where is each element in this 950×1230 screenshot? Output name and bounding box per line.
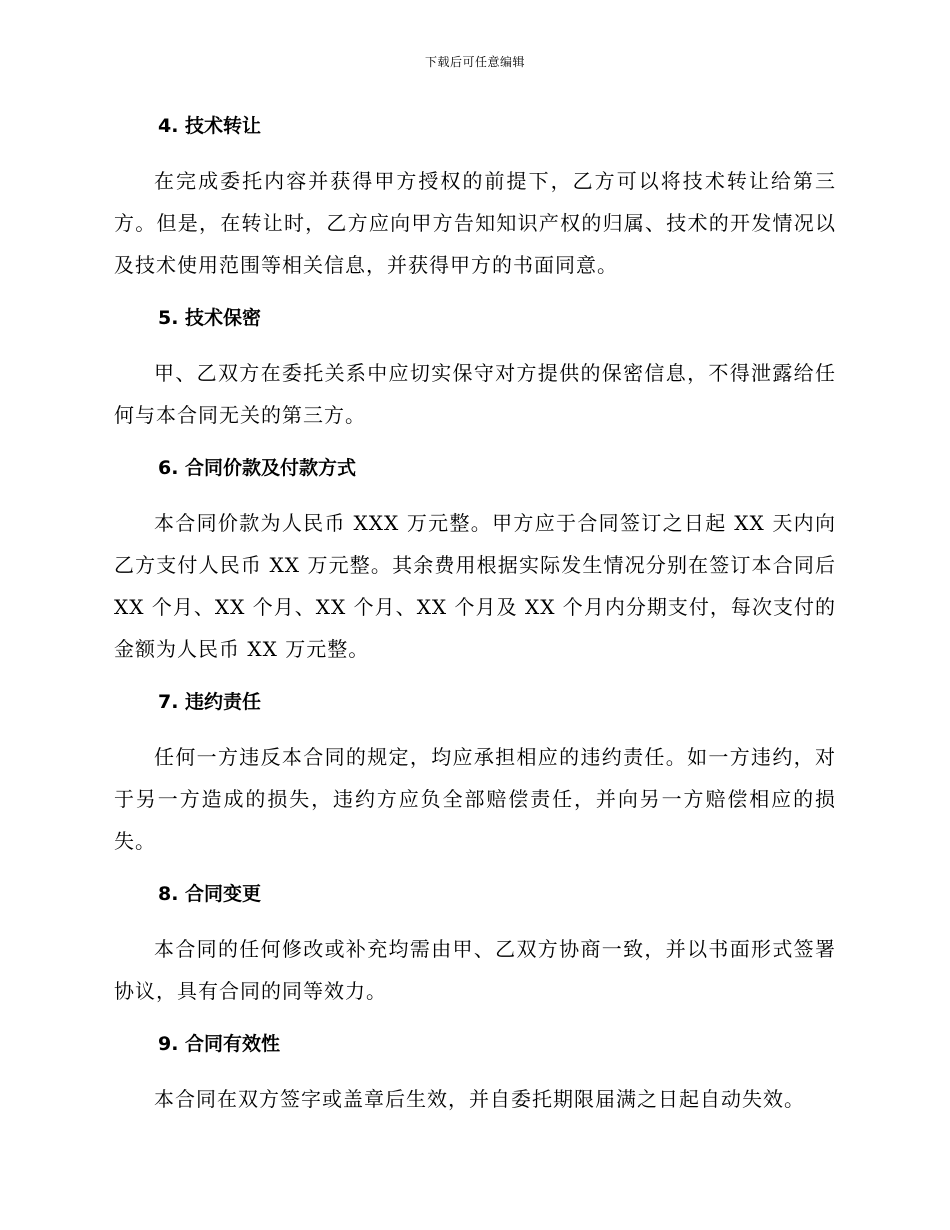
section-heading: 5. 技术保密 [158,307,262,329]
section-contract-change [114,878,836,1012]
header-note: 下载后可任意编辑 [424,55,525,69]
section-paragraph: 在完成委托内容并获得甲方授权的前提下，乙方可以将技术转让给第三方。但是，在转让时，乙方应向甲方告知知识产权的归属、技术的开发情况以及技术使用范围等相关信息，并获得甲方的书面同意。 [114,169,836,277]
section-heading: 7. 违约责任 [158,691,262,713]
section-technology-transfer [114,110,836,286]
section-paragraph: 任何一方违反本合同的规定，均应承担相应的违约责任。如一方违约，对于另一方造成的损失，违约方应负全部赔偿责任，并向另一方赔偿相应的损失。 [114,745,836,853]
section-paragraph: 本合同的任何修改或补充均需由甲、乙双方协商一致，并以书面形式签署协议，具有合同的同等效力。 [114,937,836,1003]
section-technology-confidentiality [114,302,836,436]
section-paragraph: 本合同在双方签字或盖章后生效，并自委托期限届满之日起自动失效。 [154,1087,805,1111]
section-breach-liability [114,686,836,862]
section-heading: 8. 合同变更 [158,883,262,905]
section-contract-price-payment [114,452,836,670]
document-body [114,110,836,1136]
section-contract-validity [114,1028,836,1120]
section-heading: 4. 技术转让 [158,115,262,137]
section-paragraph: 本合同价款为人民币 XXX 万元整。甲方应于合同签订之日起 XX 天内向乙方支付人民币 XX 万元整。其余费用根据实际发生情况分别在签订本合同后 XX 个月、XX 个月、XX 个月、XX 个月及 XX 个月内分期支付，每次支付的金额为人民币 XX 万元整。 [114,511,836,661]
section-heading: 6. 合同价款及付款方式 [158,457,357,479]
section-heading: 9. 合同有效性 [158,1033,281,1055]
section-paragraph: 甲、乙双方在委托关系中应切实保守对方提供的保密信息，不得泄露给任何与本合同无关的第三方。 [114,361,836,427]
